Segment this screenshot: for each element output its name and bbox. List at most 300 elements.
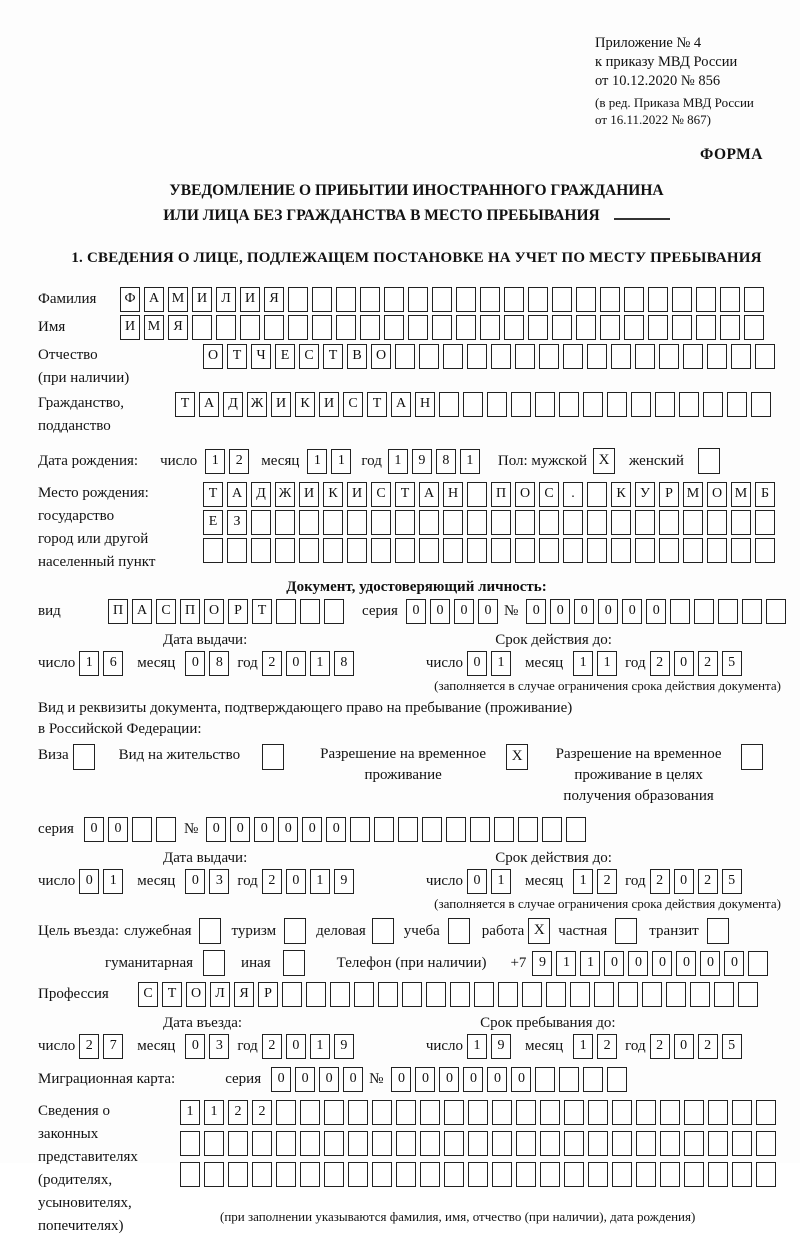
char-cell[interactable]: Д	[251, 482, 271, 507]
char-cell[interactable]	[203, 538, 223, 563]
char-cell[interactable]: 1	[556, 951, 576, 976]
char-cell[interactable]: Р	[659, 482, 679, 507]
char-cell[interactable]	[330, 982, 350, 1007]
char-cell[interactable]	[720, 315, 740, 340]
char-cell[interactable]: .	[563, 482, 583, 507]
char-cell[interactable]	[587, 538, 607, 563]
char-cell[interactable]	[192, 315, 212, 340]
char-cell[interactable]	[492, 1100, 512, 1125]
char-cell[interactable]	[426, 982, 446, 1007]
char-cell[interactable]	[540, 1131, 560, 1156]
char-cell[interactable]	[635, 344, 655, 369]
char-cell[interactable]	[679, 392, 699, 417]
char-cell[interactable]: И	[319, 392, 339, 417]
char-cell[interactable]	[683, 510, 703, 535]
char-cell[interactable]	[540, 1162, 560, 1187]
char-cell[interactable]	[467, 344, 487, 369]
char-cell[interactable]: 2	[650, 869, 670, 894]
char-cell[interactable]: 0	[185, 869, 205, 894]
char-cell[interactable]	[347, 538, 367, 563]
char-cell[interactable]	[492, 1162, 512, 1187]
char-cell[interactable]: 2	[698, 1034, 718, 1059]
char-cell[interactable]	[300, 1131, 320, 1156]
char-cell[interactable]: К	[295, 392, 315, 417]
visa-checkbox[interactable]	[73, 744, 95, 770]
char-cell[interactable]: 0	[79, 869, 99, 894]
char-cell[interactable]: Н	[415, 392, 435, 417]
char-cell[interactable]	[576, 287, 596, 312]
char-cell[interactable]: 9	[334, 1034, 354, 1059]
char-cell[interactable]: 1	[491, 869, 511, 894]
char-cell[interactable]	[684, 1162, 704, 1187]
char-cell[interactable]	[707, 344, 727, 369]
char-cell[interactable]: 9	[412, 449, 432, 474]
char-cell[interactable]: 0	[652, 951, 672, 976]
char-cell[interactable]	[718, 599, 738, 624]
char-cell[interactable]	[659, 510, 679, 535]
char-cell[interactable]: 0	[674, 869, 694, 894]
char-cell[interactable]	[419, 344, 439, 369]
char-cell[interactable]	[684, 1100, 704, 1125]
char-cell[interactable]	[312, 315, 332, 340]
char-cell[interactable]	[443, 344, 463, 369]
char-cell[interactable]	[684, 1131, 704, 1156]
char-cell[interactable]: М	[731, 482, 751, 507]
char-cell[interactable]	[450, 982, 470, 1007]
rvp-checkbox[interactable]: X	[506, 744, 528, 770]
char-cell[interactable]	[607, 1067, 627, 1092]
char-cell[interactable]: 6	[103, 651, 123, 676]
char-cell[interactable]	[204, 1162, 224, 1187]
char-cell[interactable]: 0	[674, 1034, 694, 1059]
char-cell[interactable]: М	[683, 482, 703, 507]
char-cell[interactable]	[518, 817, 538, 842]
char-cell[interactable]	[468, 1100, 488, 1125]
char-cell[interactable]	[252, 1131, 272, 1156]
char-cell[interactable]	[372, 1131, 392, 1156]
char-cell[interactable]	[660, 1100, 680, 1125]
sex-male-checkbox[interactable]: X	[593, 448, 615, 474]
char-cell[interactable]: 2	[650, 1034, 670, 1059]
char-cell[interactable]	[467, 482, 487, 507]
char-cell[interactable]	[443, 510, 463, 535]
char-cell[interactable]: Н	[443, 482, 463, 507]
char-cell[interactable]: 1	[388, 449, 408, 474]
char-cell[interactable]: А	[144, 287, 164, 312]
char-cell[interactable]: 0	[622, 599, 642, 624]
char-cell[interactable]	[539, 510, 559, 535]
char-cell[interactable]	[588, 1131, 608, 1156]
char-cell[interactable]	[714, 982, 734, 1007]
char-cell[interactable]: 0	[230, 817, 250, 842]
char-cell[interactable]	[350, 817, 370, 842]
char-cell[interactable]	[227, 538, 247, 563]
char-cell[interactable]	[132, 817, 152, 842]
char-cell[interactable]	[660, 1162, 680, 1187]
char-cell[interactable]: 2	[262, 651, 282, 676]
char-cell[interactable]	[570, 982, 590, 1007]
purpose-other-checkbox[interactable]	[283, 950, 305, 976]
char-cell[interactable]	[766, 599, 786, 624]
char-cell[interactable]	[552, 315, 572, 340]
char-cell[interactable]	[324, 599, 344, 624]
purpose-study-checkbox[interactable]	[448, 918, 470, 944]
char-cell[interactable]	[276, 1162, 296, 1187]
char-cell[interactable]	[670, 599, 690, 624]
char-cell[interactable]	[535, 392, 555, 417]
char-cell[interactable]	[288, 315, 308, 340]
char-cell[interactable]: А	[227, 482, 247, 507]
char-cell[interactable]	[456, 315, 476, 340]
char-cell[interactable]: Т	[175, 392, 195, 417]
char-cell[interactable]	[456, 287, 476, 312]
char-cell[interactable]: 0	[463, 1067, 483, 1092]
char-cell[interactable]	[420, 1162, 440, 1187]
char-cell[interactable]	[612, 1100, 632, 1125]
char-cell[interactable]	[204, 1131, 224, 1156]
char-cell[interactable]	[371, 538, 391, 563]
purpose-work-checkbox[interactable]: X	[528, 918, 550, 944]
char-cell[interactable]: 0	[676, 951, 696, 976]
char-cell[interactable]	[731, 538, 751, 563]
char-cell[interactable]	[444, 1162, 464, 1187]
char-cell[interactable]: 0	[550, 599, 570, 624]
char-cell[interactable]: 1	[310, 1034, 330, 1059]
char-cell[interactable]: Т	[323, 344, 343, 369]
char-cell[interactable]: К	[611, 482, 631, 507]
char-cell[interactable]: 0	[700, 951, 720, 976]
char-cell[interactable]	[251, 510, 271, 535]
char-cell[interactable]: 3	[209, 1034, 229, 1059]
char-cell[interactable]: 0	[254, 817, 274, 842]
char-cell[interactable]	[744, 287, 764, 312]
char-cell[interactable]	[264, 315, 284, 340]
char-cell[interactable]	[480, 287, 500, 312]
char-cell[interactable]	[402, 982, 422, 1007]
char-cell[interactable]: М	[168, 287, 188, 312]
char-cell[interactable]	[738, 982, 758, 1007]
char-cell[interactable]	[624, 315, 644, 340]
char-cell[interactable]	[371, 510, 391, 535]
char-cell[interactable]	[487, 392, 507, 417]
char-cell[interactable]	[732, 1162, 752, 1187]
char-cell[interactable]: 8	[209, 651, 229, 676]
char-cell[interactable]: 0	[487, 1067, 507, 1092]
char-cell[interactable]	[528, 287, 548, 312]
char-cell[interactable]: 2	[262, 869, 282, 894]
char-cell[interactable]	[432, 315, 452, 340]
char-cell[interactable]	[618, 982, 638, 1007]
char-cell[interactable]: Я	[264, 287, 284, 312]
char-cell[interactable]	[323, 538, 343, 563]
char-cell[interactable]	[443, 538, 463, 563]
char-cell[interactable]	[300, 1162, 320, 1187]
char-cell[interactable]: В	[347, 344, 367, 369]
char-cell[interactable]: Б	[755, 482, 775, 507]
char-cell[interactable]	[282, 982, 302, 1007]
char-cell[interactable]	[707, 538, 727, 563]
char-cell[interactable]	[744, 315, 764, 340]
char-cell[interactable]	[474, 982, 494, 1007]
char-cell[interactable]	[467, 510, 487, 535]
char-cell[interactable]: 5	[722, 1034, 742, 1059]
char-cell[interactable]	[324, 1131, 344, 1156]
char-cell[interactable]	[288, 287, 308, 312]
char-cell[interactable]	[240, 315, 260, 340]
char-cell[interactable]	[756, 1162, 776, 1187]
char-cell[interactable]	[515, 344, 535, 369]
char-cell[interactable]: 0	[526, 599, 546, 624]
char-cell[interactable]	[348, 1162, 368, 1187]
char-cell[interactable]: Т	[203, 482, 223, 507]
char-cell[interactable]: Я	[234, 982, 254, 1007]
char-cell[interactable]: 8	[334, 651, 354, 676]
char-cell[interactable]: 0	[724, 951, 744, 976]
char-cell[interactable]: Л	[216, 287, 236, 312]
char-cell[interactable]: 1	[573, 869, 593, 894]
char-cell[interactable]: 0	[454, 599, 474, 624]
char-cell[interactable]	[742, 599, 762, 624]
char-cell[interactable]	[727, 392, 747, 417]
char-cell[interactable]	[522, 982, 542, 1007]
char-cell[interactable]	[216, 315, 236, 340]
char-cell[interactable]	[408, 315, 428, 340]
char-cell[interactable]	[516, 1162, 536, 1187]
char-cell[interactable]	[323, 510, 343, 535]
char-cell[interactable]	[299, 510, 319, 535]
char-cell[interactable]: И	[347, 482, 367, 507]
char-cell[interactable]: И	[120, 315, 140, 340]
purpose-official-checkbox[interactable]	[199, 918, 221, 944]
char-cell[interactable]	[336, 287, 356, 312]
char-cell[interactable]	[360, 287, 380, 312]
char-cell[interactable]	[515, 538, 535, 563]
char-cell[interactable]	[312, 287, 332, 312]
char-cell[interactable]: 2	[262, 1034, 282, 1059]
char-cell[interactable]	[635, 510, 655, 535]
char-cell[interactable]	[347, 510, 367, 535]
char-cell[interactable]	[755, 510, 775, 535]
char-cell[interactable]: 0	[574, 599, 594, 624]
char-cell[interactable]: 1	[331, 449, 351, 474]
char-cell[interactable]: И	[299, 482, 319, 507]
char-cell[interactable]: 1	[573, 651, 593, 676]
char-cell[interactable]: 0	[286, 869, 306, 894]
purpose-tourism-checkbox[interactable]	[284, 918, 306, 944]
char-cell[interactable]	[491, 510, 511, 535]
char-cell[interactable]: 9	[334, 869, 354, 894]
char-cell[interactable]: 1	[310, 869, 330, 894]
char-cell[interactable]: 0	[271, 1067, 291, 1092]
char-cell[interactable]	[422, 817, 442, 842]
char-cell[interactable]	[635, 538, 655, 563]
char-cell[interactable]: Ф	[120, 287, 140, 312]
char-cell[interactable]: 1	[103, 869, 123, 894]
char-cell[interactable]	[439, 392, 459, 417]
char-cell[interactable]	[398, 817, 418, 842]
char-cell[interactable]: 0	[674, 651, 694, 676]
char-cell[interactable]	[564, 1131, 584, 1156]
char-cell[interactable]	[396, 1162, 416, 1187]
char-cell[interactable]: 0	[478, 599, 498, 624]
char-cell[interactable]	[491, 538, 511, 563]
rvp-edu-checkbox[interactable]	[741, 744, 763, 770]
char-cell[interactable]: С	[299, 344, 319, 369]
char-cell[interactable]	[300, 599, 320, 624]
char-cell[interactable]	[276, 1100, 296, 1125]
char-cell[interactable]: К	[323, 482, 343, 507]
char-cell[interactable]: 0	[598, 599, 618, 624]
char-cell[interactable]: 9	[491, 1034, 511, 1059]
char-cell[interactable]	[636, 1162, 656, 1187]
char-cell[interactable]	[672, 315, 692, 340]
purpose-transit-checkbox[interactable]	[707, 918, 729, 944]
char-cell[interactable]: 0	[286, 651, 306, 676]
char-cell[interactable]	[498, 982, 518, 1007]
char-cell[interactable]: 2	[698, 651, 718, 676]
char-cell[interactable]	[708, 1100, 728, 1125]
char-cell[interactable]: 0	[295, 1067, 315, 1092]
char-cell[interactable]	[374, 817, 394, 842]
char-cell[interactable]: 1	[204, 1100, 224, 1125]
char-cell[interactable]	[636, 1100, 656, 1125]
char-cell[interactable]: 0	[628, 951, 648, 976]
char-cell[interactable]	[636, 1131, 656, 1156]
char-cell[interactable]: 0	[604, 951, 624, 976]
char-cell[interactable]	[372, 1100, 392, 1125]
char-cell[interactable]: 0	[185, 651, 205, 676]
char-cell[interactable]	[180, 1162, 200, 1187]
char-cell[interactable]	[446, 817, 466, 842]
char-cell[interactable]: 2	[79, 1034, 99, 1059]
char-cell[interactable]	[324, 1100, 344, 1125]
char-cell[interactable]: 0	[343, 1067, 363, 1092]
char-cell[interactable]: И	[271, 392, 291, 417]
char-cell[interactable]	[655, 392, 675, 417]
char-cell[interactable]	[354, 982, 374, 1007]
char-cell[interactable]: О	[186, 982, 206, 1007]
char-cell[interactable]	[587, 510, 607, 535]
char-cell[interactable]: 2	[252, 1100, 272, 1125]
char-cell[interactable]	[300, 1100, 320, 1125]
char-cell[interactable]: 2	[650, 651, 670, 676]
char-cell[interactable]: 1	[180, 1100, 200, 1125]
char-cell[interactable]	[683, 344, 703, 369]
char-cell[interactable]: П	[108, 599, 128, 624]
char-cell[interactable]: 0	[467, 869, 487, 894]
char-cell[interactable]	[708, 1131, 728, 1156]
char-cell[interactable]: 2	[229, 449, 249, 474]
char-cell[interactable]	[480, 315, 500, 340]
char-cell[interactable]: 9	[532, 951, 552, 976]
char-cell[interactable]	[504, 287, 524, 312]
sex-female-checkbox[interactable]	[698, 448, 720, 474]
char-cell[interactable]	[588, 1162, 608, 1187]
char-cell[interactable]	[228, 1131, 248, 1156]
char-cell[interactable]	[600, 287, 620, 312]
char-cell[interactable]: О	[707, 482, 727, 507]
residence-permit-checkbox[interactable]	[262, 744, 284, 770]
char-cell[interactable]: 0	[108, 817, 128, 842]
char-cell[interactable]	[395, 510, 415, 535]
char-cell[interactable]	[594, 982, 614, 1007]
char-cell[interactable]	[491, 344, 511, 369]
char-cell[interactable]: 1	[491, 651, 511, 676]
char-cell[interactable]: 0	[439, 1067, 459, 1092]
char-cell[interactable]	[540, 1100, 560, 1125]
char-cell[interactable]: З	[227, 510, 247, 535]
char-cell[interactable]: 0	[467, 651, 487, 676]
char-cell[interactable]	[731, 344, 751, 369]
char-cell[interactable]	[732, 1100, 752, 1125]
char-cell[interactable]	[419, 510, 439, 535]
char-cell[interactable]	[395, 344, 415, 369]
char-cell[interactable]: 0	[278, 817, 298, 842]
char-cell[interactable]: А	[391, 392, 411, 417]
char-cell[interactable]	[516, 1100, 536, 1125]
char-cell[interactable]	[228, 1162, 248, 1187]
char-cell[interactable]	[252, 1162, 272, 1187]
char-cell[interactable]: У	[635, 482, 655, 507]
char-cell[interactable]	[720, 287, 740, 312]
char-cell[interactable]	[384, 315, 404, 340]
char-cell[interactable]	[564, 1162, 584, 1187]
char-cell[interactable]	[494, 817, 514, 842]
char-cell[interactable]: О	[515, 482, 535, 507]
char-cell[interactable]	[563, 538, 583, 563]
char-cell[interactable]	[600, 315, 620, 340]
char-cell[interactable]	[703, 392, 723, 417]
char-cell[interactable]: 0	[326, 817, 346, 842]
char-cell[interactable]	[583, 392, 603, 417]
char-cell[interactable]	[539, 344, 559, 369]
char-cell[interactable]: 1	[205, 449, 225, 474]
char-cell[interactable]	[444, 1131, 464, 1156]
char-cell[interactable]: Я	[168, 315, 188, 340]
char-cell[interactable]: Р	[228, 599, 248, 624]
char-cell[interactable]	[659, 344, 679, 369]
char-cell[interactable]: Ж	[275, 482, 295, 507]
char-cell[interactable]	[360, 315, 380, 340]
char-cell[interactable]: 7	[103, 1034, 123, 1059]
char-cell[interactable]: Т	[367, 392, 387, 417]
char-cell[interactable]: Е	[275, 344, 295, 369]
char-cell[interactable]	[395, 538, 415, 563]
char-cell[interactable]: С	[343, 392, 363, 417]
char-cell[interactable]: 2	[597, 1034, 617, 1059]
char-cell[interactable]: 5	[722, 651, 742, 676]
char-cell[interactable]	[539, 538, 559, 563]
char-cell[interactable]: 1	[460, 449, 480, 474]
char-cell[interactable]	[156, 817, 176, 842]
char-cell[interactable]	[396, 1100, 416, 1125]
char-cell[interactable]	[566, 817, 586, 842]
char-cell[interactable]: С	[371, 482, 391, 507]
char-cell[interactable]	[612, 1162, 632, 1187]
char-cell[interactable]	[756, 1131, 776, 1156]
char-cell[interactable]: 0	[646, 599, 666, 624]
char-cell[interactable]	[444, 1100, 464, 1125]
char-cell[interactable]	[276, 599, 296, 624]
char-cell[interactable]	[611, 538, 631, 563]
char-cell[interactable]: 1	[467, 1034, 487, 1059]
char-cell[interactable]: М	[144, 315, 164, 340]
char-cell[interactable]: 0	[391, 1067, 411, 1092]
char-cell[interactable]	[516, 1131, 536, 1156]
char-cell[interactable]	[420, 1131, 440, 1156]
char-cell[interactable]	[642, 982, 662, 1007]
char-cell[interactable]	[306, 982, 326, 1007]
